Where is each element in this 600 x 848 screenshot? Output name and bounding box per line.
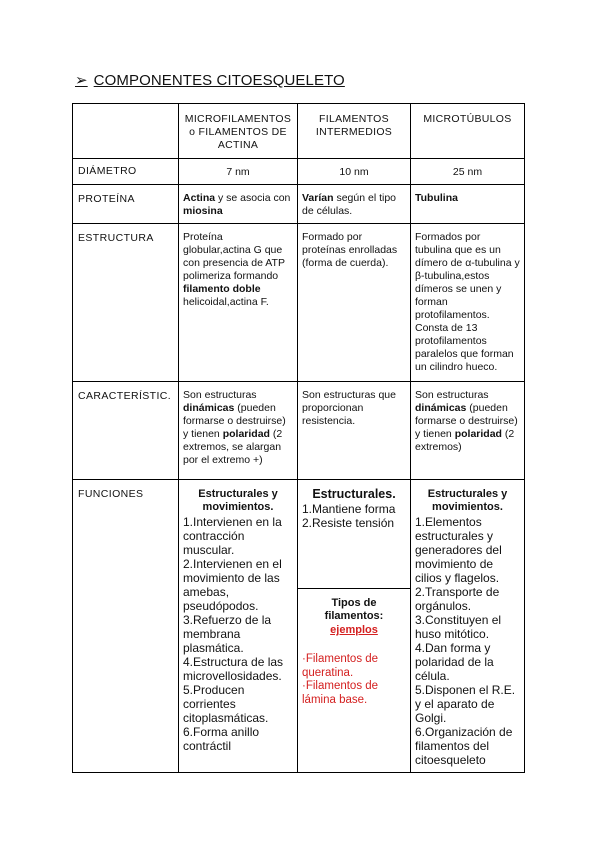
cell-text: (2 extremos): [415, 428, 515, 453]
cell-proteina-c2: [298, 185, 411, 224]
section-title: COMPONENTES CITOESQUELETO: [93, 72, 345, 89]
function-list: [183, 515, 293, 753]
function-item: 3.Refuerzo de la membrana plasmática.: [183, 613, 272, 655]
example-item: ·Filamentos de queratina.: [302, 653, 379, 679]
table-row-caracteristicas: [73, 382, 525, 480]
bold-text: dinámicas: [415, 402, 467, 414]
cell-estructura-c2: Formado por proteínas enrolladas (forma de cuerda).: [298, 224, 411, 382]
arrow-bullet-icon: ➢: [75, 72, 88, 89]
cytoskeleton-table: [72, 103, 525, 773]
function-item: 1.Elementos estructurales y generadores del movimiento de cilios y flagelos.: [415, 515, 502, 585]
table-row-funciones: [73, 480, 525, 773]
header-empty-cell: [73, 104, 179, 159]
header-filamentos-intermedios: FILAMENTOS INTERMEDIOS: [298, 104, 411, 159]
bold-text: Varían: [302, 192, 334, 204]
function-item: 4.Estructura de las microvellosidades.: [183, 655, 284, 683]
cell-caracteristicas-c2: Son estructuras que proporcionan resistencia.: [298, 382, 411, 480]
cell-text: Proteína globular,actina G que con presencia de ATP polimeriza formando: [183, 231, 285, 282]
table-header-row: [73, 104, 525, 159]
filament-types-title: Tipos de filamentos:: [324, 597, 384, 622]
cell-subtitle: Estructurales.: [312, 487, 396, 501]
cell-diametro-c2: 10 nm: [298, 159, 411, 185]
cell-text: Son estructuras: [415, 389, 489, 401]
function-item: 1.Intervienen en la contracción muscular.: [183, 515, 282, 557]
function-item: 2.Transporte de orgánulos.: [415, 585, 500, 613]
cell-text: Son estructuras: [183, 389, 257, 401]
function-item: 5.Disponen el R.E. y el aparato de Golgi.: [415, 683, 516, 725]
cell-text: según el tipo de células.: [302, 192, 396, 217]
cell-diametro-c1: 7 nm: [179, 159, 298, 185]
cell-diametro-c3: 25 nm: [411, 159, 525, 185]
cell-caracteristicas-c3: [411, 382, 525, 480]
cell-funciones-c3: [411, 480, 525, 773]
cell-estructura-c3: Formados por tubulina que es un dímero de α-tubulina y β-tubulina,estos dímeros se unen y forman protofilamentos. Consta de 13 protofilamentos paralelos que forman un cilindro hueco.: [411, 224, 525, 382]
row-label-funciones: FUNCIONES: [73, 480, 179, 773]
function-item: 4.Dan forma y polaridad de la célula.: [415, 641, 494, 683]
table-row-diametro: [73, 159, 525, 185]
function-item: 1.Mantiene forma: [302, 502, 396, 516]
cell-proteina-c3: [411, 185, 525, 224]
header-microfilamentos: MICROFILAMENTOS o FILAMENTOS DE ACTINA: [179, 104, 298, 159]
row-label-proteina: PROTEÍNA: [73, 185, 179, 224]
function-item: 6.Forma anillo contráctil: [183, 725, 260, 753]
bold-text: miosina: [183, 205, 223, 217]
cell-estructura-c1: [179, 224, 298, 382]
examples-link[interactable]: ejemplos: [330, 624, 378, 636]
row-label-diametro: DIÁMETRO: [73, 159, 179, 185]
cell-caracteristicas-c1: [179, 382, 298, 480]
cell-subtitle: Estructurales y movimientos.: [427, 488, 508, 513]
function-item: 5.Producen corrientes citoplasmáticas.: [183, 683, 269, 725]
cell-proteina-c1: [179, 185, 298, 224]
row-label-estructura: ESTRUCTURA: [73, 224, 179, 382]
example-item: ·Filamentos de lámina base.: [302, 680, 379, 706]
bold-text: dinámicas: [183, 402, 235, 414]
cell-text: (pueden formarse o destruirse) y tienen: [183, 402, 286, 440]
cell-subtitle: Estructurales y movimientos.: [198, 488, 278, 513]
function-item: 2.Resiste tensión: [302, 516, 395, 530]
function-item: 6.Organización de filamentos del citoesqueleto: [415, 725, 513, 767]
filament-types-box: [298, 588, 410, 707]
cell-funciones-c1: [179, 480, 298, 773]
bold-text: polaridad: [222, 428, 270, 440]
table-row-estructura: [73, 224, 525, 382]
cell-text: helicoidal,actina F.: [183, 296, 269, 308]
section-heading: [75, 71, 345, 89]
cell-text: (pueden formarse o destruirse) y tienen: [415, 402, 518, 440]
row-label-caracteristicas: CARACTERÍSTIC.: [73, 382, 179, 480]
bold-text: filamento doble: [183, 283, 261, 295]
bold-text: Tubulina: [415, 192, 458, 204]
function-item: 3.Constituyen el huso mitótico.: [415, 613, 502, 641]
bold-text: polaridad: [454, 428, 502, 440]
cell-text: y se asocia con: [215, 192, 291, 204]
function-item: 2.Intervienen en el movimiento de las amebas, pseudópodos.: [183, 557, 282, 613]
example-list: [302, 653, 406, 707]
table-row-proteina: [73, 185, 525, 224]
bold-text: Actina: [183, 192, 216, 204]
function-list: [415, 515, 520, 767]
cell-text: (2 extremos, se alargan por el extremo +): [183, 428, 283, 466]
function-list: [302, 502, 406, 530]
cell-funciones-c2: [298, 480, 411, 773]
header-microtubulos: MICROTÚBULOS: [411, 104, 525, 159]
